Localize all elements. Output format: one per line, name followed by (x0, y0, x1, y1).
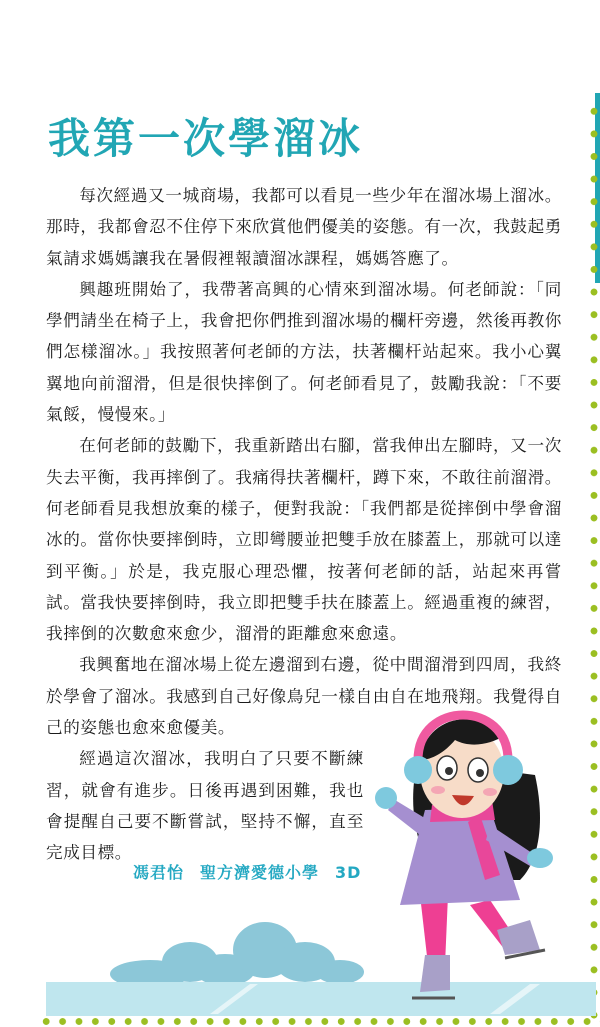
paragraph: 經過這次溜冰，我明白了只要不斷練習，就會有進步。日後再遇到困難，我也會提醒自己要不斷嘗試，堅持不懈，直至完成目標。 (46, 749, 364, 863)
author-name: 馮君怡 (133, 863, 185, 882)
article-body (46, 180, 562, 869)
paragraph: 每次經過又一城商場，我都可以看見一些少年在溜冰場上溜冰。那時，我都會忍不住停下來欣賞他們優美的姿態。有一次，我鼓起勇氣請求媽媽讓我在暑假裡報讀溜冰課程，媽媽答應了。 (46, 186, 562, 268)
paragraph: 興趣班開始了，我帶著高興的心情來到溜冰場。何老師說：「同學們請坐在椅子上，我會把你們推到溜冰場的欄杆旁邊，然後再教你們怎樣溜冰。」我按照著何老師的方法，扶著欄杆站起來。我小心翼翼地向前溜滑，但是很快摔倒了。何老師看見了，鼓勵我說：「不要氣餒，慢慢來。」 (46, 279, 562, 425)
cloud-icon (110, 922, 364, 988)
author-byline (133, 860, 361, 883)
paragraph: 我興奮地在溜冰場上從左邊溜到右邊，從中間溜滑到四周，我終於學會了溜冰。我感到自己好像鳥兒一樣自由自在地飛翔。我覺得自己的姿態也愈來愈優美。 (46, 655, 562, 738)
author-school: 聖方濟愛德小學 (200, 863, 320, 882)
paragraph: 在何老師的鼓勵下，我重新踏出右腳，當我伸出左腳時，又一次失去平衡，我再摔倒了。我痛得扶著欄杆，蹲下來，不敢往前溜滑。何老師看見我想放棄的樣子，便對我說：「我們都是從摔倒中學會溜冰的。當你快要摔倒時，立即彎腰並把雙手放在膝蓋上，那就可以達到平衡。」於是，我克服心理恐懼，按著何老師的話，站起來再嘗試。當我快要摔倒時，我立即把雙手扶在膝蓋上。經過重複的練習，我摔倒的次數愈來愈少，溜滑的距離愈來愈遠。 (46, 436, 562, 644)
author-class: 3D (335, 863, 362, 882)
article-title: 我第一次學溜冰 (48, 114, 364, 163)
